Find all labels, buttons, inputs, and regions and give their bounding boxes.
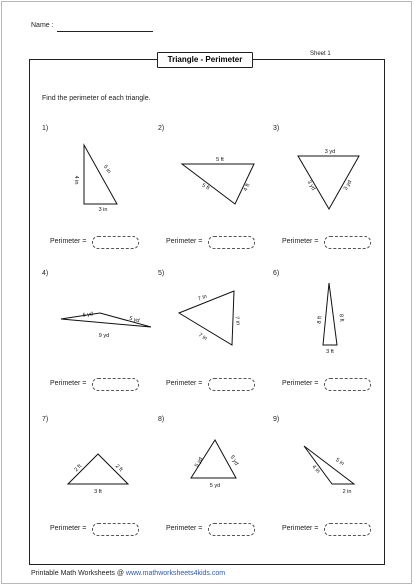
problem-5-side-a: 7 in	[197, 293, 208, 303]
problem-7-number: 7)	[42, 416, 49, 423]
problem-5-perimeter-label: Perimeter =	[166, 380, 203, 387]
problem-1-perimeter-label: Perimeter =	[50, 238, 87, 245]
problem-6-number: 6)	[273, 270, 280, 277]
problem-8-answer-box[interactable]	[208, 523, 255, 536]
name-field[interactable]	[57, 31, 153, 32]
problem-4-side-a: 6 yd	[82, 311, 94, 319]
sheet-number: Sheet 1	[310, 51, 331, 57]
footer-site-link[interactable]: www.mathworksheets4kids.com	[125, 570, 226, 577]
problem-2-side-a: 5 ft	[216, 157, 224, 163]
problem-7-side-b: 2 ft	[113, 463, 124, 474]
problem-3-side-c: 3 yd	[342, 179, 354, 192]
problem-7-side-a: 2 ft	[73, 463, 84, 474]
problem-1-answer-box[interactable]	[92, 236, 139, 249]
problem-3-side-b: 3 yd	[305, 179, 317, 192]
name-label: Name :	[31, 22, 54, 29]
problem-2-answer-box[interactable]	[208, 236, 255, 249]
problem-2-side-c: 4 ft	[242, 182, 252, 193]
problem-4-triangle	[55, 303, 160, 348]
worksheet-title: Triangle - Perimeter	[157, 52, 253, 68]
problem-4-side-c: 9 yd	[98, 333, 110, 339]
problem-5-number: 5)	[158, 270, 165, 277]
problem-2-perimeter-label: Perimeter =	[166, 238, 203, 245]
problem-7-perimeter-label: Perimeter =	[50, 525, 87, 532]
problem-2-triangle	[175, 150, 255, 210]
problem-3-perimeter-label: Perimeter =	[282, 238, 319, 245]
problem-3-number: 3)	[273, 125, 280, 132]
problem-1-triangle	[60, 130, 130, 220]
problem-3-answer-box[interactable]	[324, 236, 371, 249]
problem-8-side-c: 5 yd	[209, 483, 221, 489]
problem-1-side-b: 5 in	[101, 164, 112, 175]
problem-5-side-b: 7 in	[233, 315, 241, 326]
problem-9-number: 9)	[273, 416, 280, 423]
problem-8-side-a: 5 yd	[193, 456, 205, 469]
footer-text: Printable Math Worksheets @	[31, 570, 126, 577]
problem-8-triangle	[185, 432, 255, 492]
instructions: Find the perimeter of each triangle.	[42, 95, 151, 102]
problem-7-answer-box[interactable]	[92, 523, 139, 536]
problem-6-perimeter-label: Perimeter =	[282, 380, 319, 387]
problem-1-number: 1)	[42, 125, 49, 132]
problem-7-side-c: 3 ft	[94, 489, 102, 495]
problem-5-triangle	[175, 285, 250, 355]
problem-9-answer-box[interactable]	[324, 523, 371, 536]
problem-3-side-a: 3 yd	[324, 149, 336, 155]
problem-4-side-b: 5 yd	[128, 315, 141, 325]
problem-6-side-a: 8 ft	[316, 315, 324, 324]
problem-6-side-b: 8 ft	[337, 313, 345, 322]
problem-2-side-b: 5 ft	[200, 182, 211, 192]
problem-2-number: 2)	[158, 125, 165, 132]
problem-5-side-c: 7 in	[197, 332, 208, 343]
problem-8-side-b: 5 yd	[228, 454, 240, 467]
problem-6-side-c: 3 ft	[326, 349, 334, 355]
problem-3-triangle	[292, 142, 372, 217]
problem-9-side-c: 2 in	[342, 489, 352, 495]
footer	[31, 570, 225, 577]
problem-6-triangle	[310, 278, 350, 358]
problem-9-triangle	[296, 438, 366, 498]
problem-9-side-a: 4 in	[310, 464, 321, 475]
problem-4-perimeter-label: Perimeter =	[50, 380, 87, 387]
problem-8-number: 8)	[158, 416, 165, 423]
problem-5-answer-box[interactable]	[208, 378, 255, 391]
problem-7-triangle	[60, 445, 135, 500]
problem-1-side-c: 3 in	[98, 207, 108, 213]
problem-9-side-b: 5 in	[334, 457, 345, 468]
problem-4-number: 4)	[42, 270, 49, 277]
problem-9-perimeter-label: Perimeter =	[282, 525, 319, 532]
problem-1-side-a: 4 in	[73, 175, 79, 185]
problem-6-answer-box[interactable]	[324, 378, 371, 391]
problem-8-perimeter-label: Perimeter =	[166, 525, 203, 532]
problem-4-answer-box[interactable]	[92, 378, 139, 391]
